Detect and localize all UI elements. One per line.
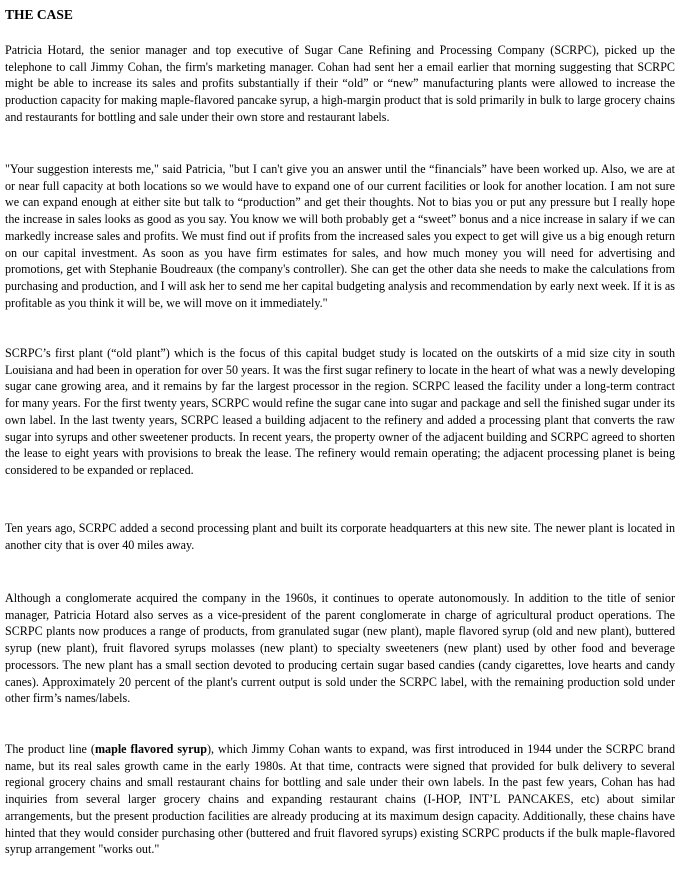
product-line-text-start: The product line (: [5, 742, 95, 756]
product-line-text-end: ), which Jimmy Cohan wants to expand, was first introduced in 1944 under the SCRPC brand name, but its real sales growth came in the early 1980s. At that time, contracts were signed that provided for bulk delivery to several regional grocery chains and small restaurant chains for bottling and sale under their own labels. In the past few years, Cohan has had inquiries from several larger grocery chains and expanding restaurant chains (I-HOP, INT’L PANCAKES, etc) about similar arrangements, but the present production facilities are already producing at its maximum design capacity. Additionally, these chains have hinted that they would consider purchasing other (buttered and fruit flavored syrups) existing SCRPC products if the bulk maple-flavored syrup arrangement "works out.": [5, 742, 675, 857]
paragraph-second-plant: Ten years ago, SCRPC added a second processing plant and built its corporate headquarters at this new site. The newer plant is located in another city that is over 40 miles away.: [5, 521, 675, 552]
paragraph-intro: Patricia Hotard, the senior manager and top executive of Sugar Cane Refining and Processing Company (SCRPC), picked up the telephone to call Jimmy Cohan, the firm's marketing manager. Cohan had sent her a email earlier that morning suggesting that SCRPC might be able to increase its sales and profits substantially if their “old” or “new” manufacturing plants were allowed to increase the production capacity for making maple-flavored pancake syrup, a high-margin product that is sold primarily in bulk to large grocery chains and restaurants for bottling and sale under their own store and restaurant labels.: [5, 43, 675, 124]
paragraph-first-plant: SCRPC’s first plant (“old plant”) which is the focus of this capital budget study is located on the outskirts of a mid size city in south Louisiana and had been in operation for over 50 years. It was the first sugar refinery to locate in the heart of what was a newly developing sugar cane growing area, and it remains by far the largest processor in the region. SCRPC leased the facility under a long-term contract for many years. For the first twenty years, SCRPC would refine the sugar cane into sugar and package and sell the finished sugar under its own label. In the last twenty years, SCRPC leased a building adjacent to the refinery and added a processing plant that converts the raw sugar into syrups and other sweetener products. In recent years, the property owner of the adjacent building and SCRPC agreed to shorten the lease to eight years with provisions to break the lease. The refinery would remain operating; the adjacent processing planet is being considered to be expanded or replaced.: [5, 346, 675, 477]
paragraph-patricia-response: "Your suggestion interests me," said Patricia, "but I can't give you an answer until the “financials” have been worked up. Also, we are at or near full capacity at both locations so we would have to expand one of our current facilities or look for another location. I am not sure we can expand enough at either site but talk to “production” and get their thoughts. Not to bias you or put any pressure but I really hope the increase in sales looks as good as you say. You know we will both probably get a “sweet” bonus and a nice increase in salary if we can markedly increase sales and profits. We must find out if profits from the increased sales you expect to get will give us a big enough return on our capital investment. As soon as you have firm estimates for sales, and how much money you will need for advertising and promotions, get with Stephanie Boudreaux (the company's controller). She can get the other data she needs to make the calculations from purchasing and production, and I will ask her to send me her capital budgeting analysis and recommendation by early next week. If it is as profitable as you think it will be, we will move on it immediately.": [5, 162, 675, 310]
paragraph-product-line: [5, 741, 675, 858]
section-title: THE CASE: [5, 7, 73, 22]
product-line-bold-term: maple flavored syrup: [94, 742, 207, 756]
paragraph-conglomerate: Although a conglomerate acquired the company in the 1960s, it continues to operate autonomously. In addition to the title of senior manager, Patricia Hotard also serves as a vice-president of the parent conglomerate in charge of agricultural product operations. The SCRPC plants now produces a range of products, from granulated sugar (new plant), maple flavored syrup (old and new plant), buttered syrup (new plant), fruit flavored syrups molasses (new plant) to specialty sweeteners (new plant) used by other food and beverage processors. The new plant has a small section devoted to producing certain sugar based candies (candy cigarettes, love hearts and candy canes). Approximately 20 percent of the plant's current output is sold under the SCRPC label, with the remaining production sold under other firm’s names/labels.: [5, 591, 675, 706]
